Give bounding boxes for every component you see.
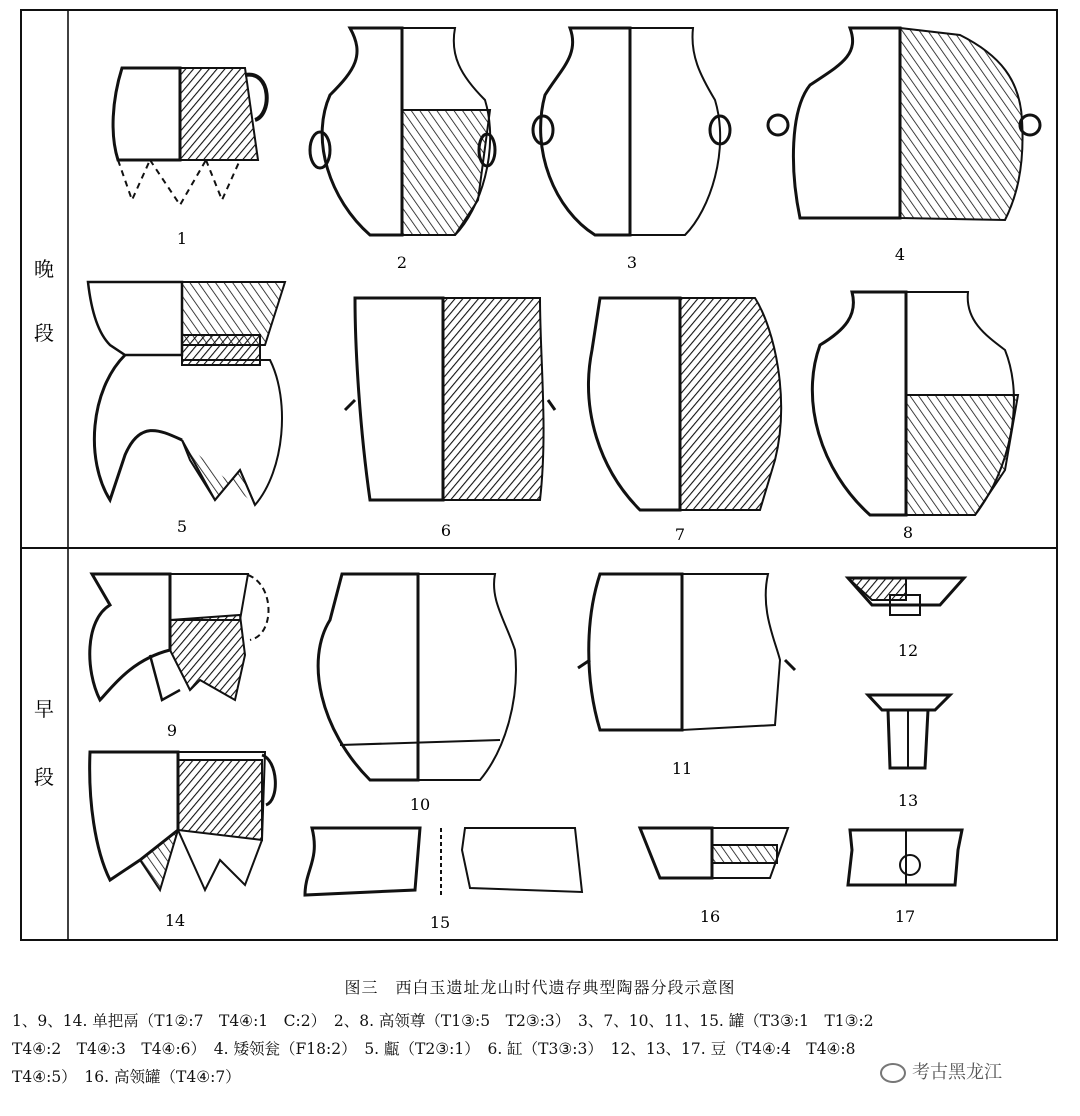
vessel-5-yan <box>88 282 285 505</box>
vessel-1-li <box>113 68 267 205</box>
label-17: 17 <box>894 907 916 926</box>
watermark <box>880 1058 1002 1084</box>
vessel-9-li <box>90 574 269 700</box>
watermark-text: 考古黑龙江 <box>912 1062 1002 1083</box>
label-7: 7 <box>674 525 686 544</box>
vessel-2-zun <box>310 28 495 235</box>
vessel-13-dou <box>868 695 950 768</box>
label-13: 13 <box>897 791 919 810</box>
vessel-4-weng <box>768 28 1040 220</box>
label-9: 9 <box>166 721 178 740</box>
label-4: 4 <box>894 245 906 264</box>
vessel-11-jar <box>578 574 795 730</box>
legend-line-3: T4④:5） 16. 高领罐（T4④:7） <box>12 1068 241 1086</box>
vessel-3-jar <box>533 28 730 235</box>
label-12: 12 <box>897 641 919 660</box>
label-5: 5 <box>176 517 188 536</box>
label-16: 16 <box>699 907 721 926</box>
vessel-8-zun <box>812 292 1018 515</box>
vessel-6-gang <box>345 298 555 500</box>
legend-line-1: 1、9、14. 单把鬲（T1②:7 T4④:1 C:2） 2、8. 高领尊（T1③:5 T2③:3） 3、7、10、11、15. 罐（T3③:1 T1③:2 <box>12 1012 874 1030</box>
vessel-15-fragment <box>305 828 582 895</box>
label-8: 8 <box>902 523 914 542</box>
label-14: 14 <box>164 911 186 930</box>
label-15: 15 <box>429 913 451 932</box>
vessel-12-dou <box>848 578 964 615</box>
phase-late-char1: 晚 <box>34 257 54 281</box>
label-3: 3 <box>626 253 638 272</box>
phase-early-char1: 早 <box>34 697 54 721</box>
vessel-14-li <box>90 752 276 890</box>
label-11: 11 <box>671 759 693 778</box>
label-1: 1 <box>176 229 188 248</box>
vessel-7-jar <box>589 298 782 510</box>
phase-late-char2: 段 <box>34 321 54 345</box>
label-10: 10 <box>409 795 431 814</box>
vessel-16-fragment <box>640 828 788 878</box>
label-6: 6 <box>440 521 452 540</box>
figure-caption: 图三 西白玉遗址龙山时代遗存典型陶器分段示意图 <box>344 978 736 997</box>
label-2: 2 <box>396 253 408 272</box>
vessel-17-dou <box>848 830 962 885</box>
wechat-icon <box>880 1063 906 1083</box>
phase-early-char2: 段 <box>34 765 54 789</box>
legend-line-2: T4④:2 T4④:3 T4④:6） 4. 矮领瓮（F18:2） 5. 甗（T2③:1） 6. 缸（T3③:3） 12、13、17. 豆（T4④:4 T4④:8 <box>12 1040 856 1058</box>
vessel-10-jar <box>318 574 516 780</box>
